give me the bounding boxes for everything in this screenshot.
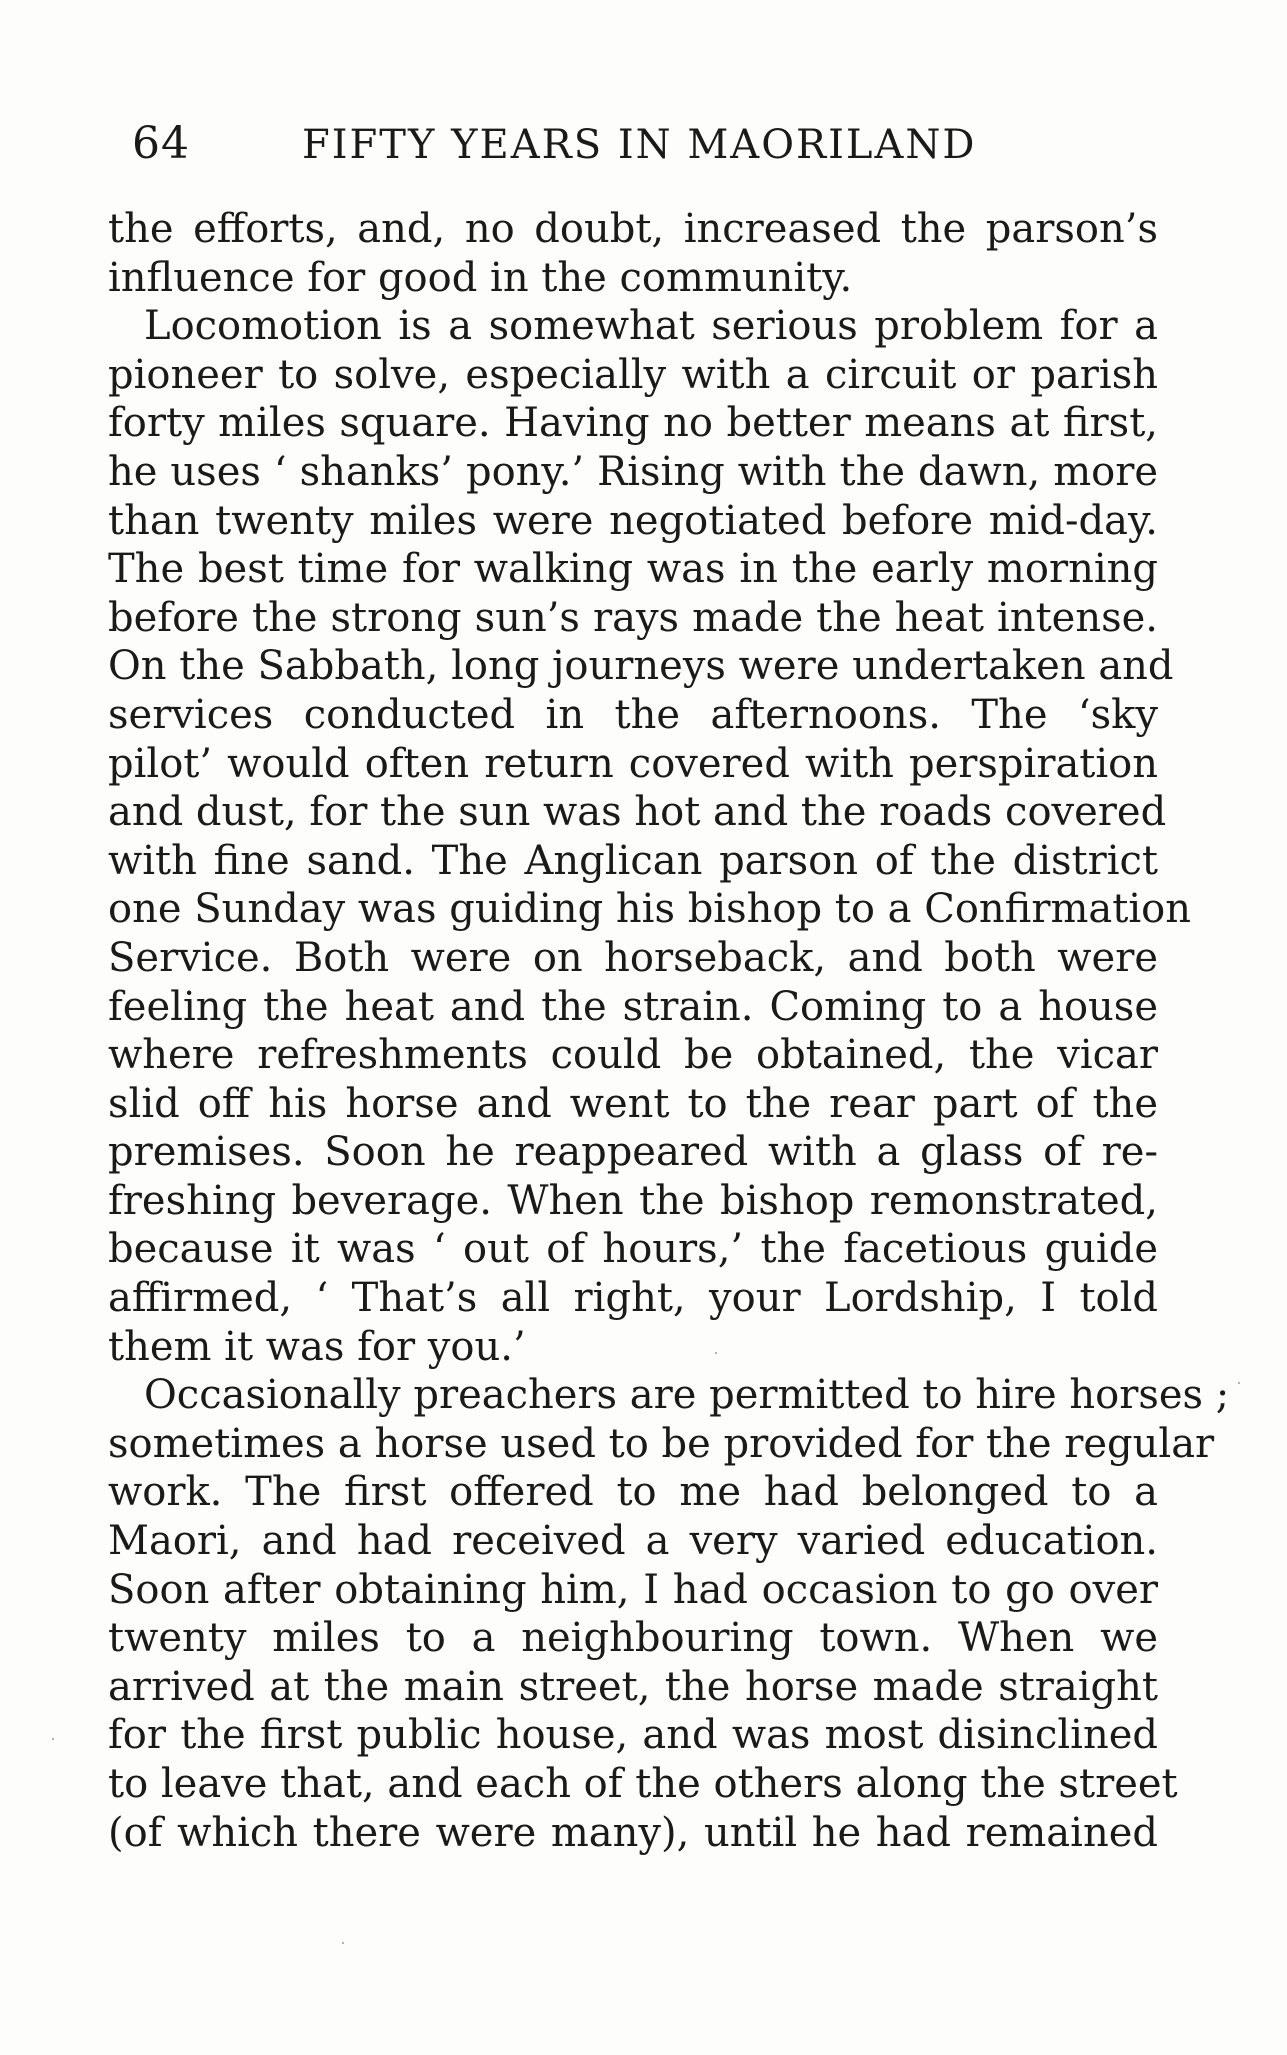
paper-speck xyxy=(342,1942,344,1944)
text-line: influence for good in the community. xyxy=(108,254,853,301)
page-header xyxy=(132,118,1012,178)
text-line: freshing beverage. When the bishop remonstrated, xyxy=(108,1177,1158,1224)
text-line: and dust, for the sun was hot and the roads covered xyxy=(108,789,1167,836)
text-line: feeling the heat and the strain. Coming to a house xyxy=(108,983,1158,1030)
text-line: pioneer to solve, especially with a circuit or parish xyxy=(108,351,1158,398)
text-line: Locomotion is a somewhat serious problem for a xyxy=(144,303,1158,350)
text-line: Occasionally preachers are permitted to hire horses ; xyxy=(144,1372,1230,1419)
text-line: Service. Both were on horseback, and both were xyxy=(108,934,1158,981)
text-line: to leave that, and each of the others along the street xyxy=(108,1761,1178,1807)
text-line: with fine sand. The Anglican parson of the district xyxy=(108,837,1158,884)
text-line: twenty miles to a neighbouring town. When we xyxy=(108,1615,1158,1662)
paper-speck xyxy=(1238,1382,1240,1384)
text-line: because it was ‘ out of hours,’ the facetious guide xyxy=(108,1226,1158,1273)
text-line: premises. Soon he reappeared with a glass of re- xyxy=(108,1129,1158,1176)
text-line: work. The first offered to me had belonged to a xyxy=(108,1469,1158,1516)
text-line: Soon after obtaining him, I had occasion to go over xyxy=(108,1566,1158,1613)
text-line: than twenty miles were negotiated before mid-day. xyxy=(108,497,1158,544)
text-line: Maori, and had received a very varied education. xyxy=(108,1518,1158,1565)
text-line: services conducted in the afternoons. The ‘sky xyxy=(108,691,1158,738)
text-line: he uses ‘ shanks’ pony.’ Rising with the dawn, more xyxy=(108,448,1158,495)
paper-speck xyxy=(715,1352,717,1354)
text-line: The best time for walking was in the early morning xyxy=(108,546,1158,593)
text-line: sometimes a horse used to be provided for the regular xyxy=(108,1420,1215,1467)
body-text xyxy=(108,205,1230,1857)
text-line: where refreshments could be obtained, the vicar xyxy=(108,1032,1158,1079)
text-line: On the Sabbath, long journeys were undertaken and xyxy=(108,643,1174,690)
text-line: them it was for you.’ xyxy=(108,1323,526,1370)
text-line: arrived at the main street, the horse made straight xyxy=(108,1663,1158,1710)
text-line: affirmed, ‘ That’s all right, your Lordship, I told xyxy=(108,1275,1158,1322)
paper-speck xyxy=(52,1738,54,1740)
text-line: pilot’ would often return covered with perspiration xyxy=(108,740,1158,787)
text-line: slid off his horse and went to the rear part of the xyxy=(108,1080,1158,1127)
text-line: one Sunday was guiding his bishop to a Confirmation xyxy=(108,886,1191,933)
text-line: for the first public house, and was most disinclined xyxy=(108,1712,1158,1759)
text-line: (of which there were many), until he had remained xyxy=(108,1809,1158,1856)
text-line: forty miles square. Having no better means at first, xyxy=(108,400,1158,447)
text-line: before the strong sun’s rays made the heat intense. xyxy=(108,594,1158,641)
running-title: FIFTY YEARS IN MAORILAND xyxy=(302,122,977,168)
page-number: 64 xyxy=(132,118,190,169)
text-line: the efforts, and, no doubt, increased the parson’s xyxy=(108,206,1158,252)
